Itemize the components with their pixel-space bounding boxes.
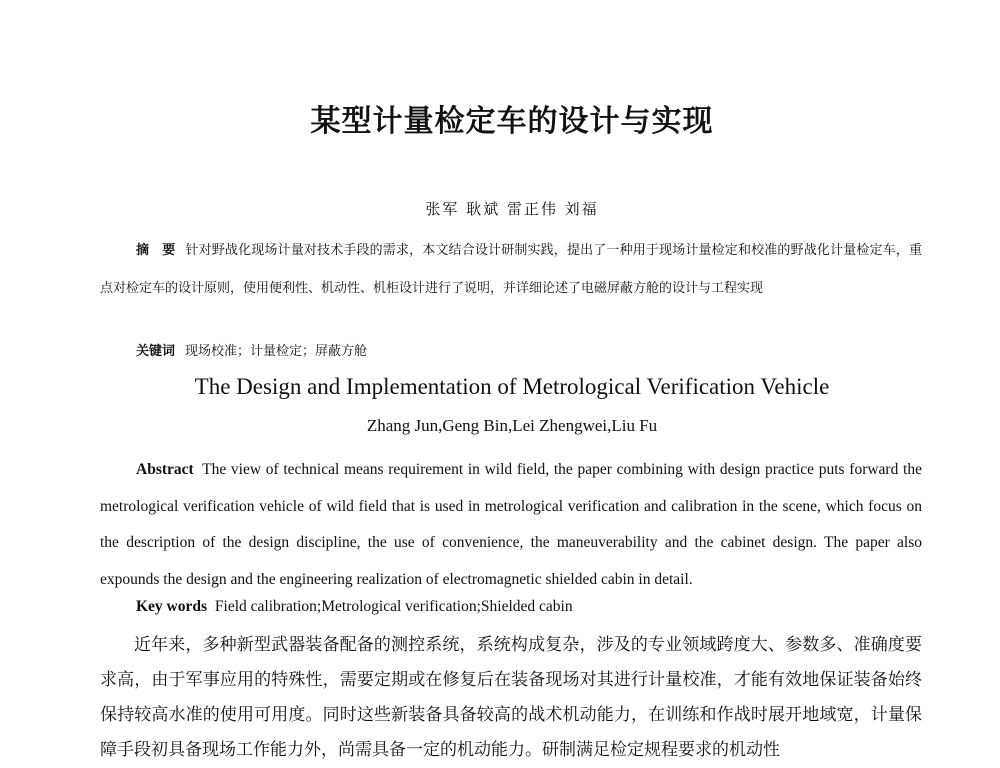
keywords-zh bbox=[136, 340, 367, 359]
author-list-en: Zhang Jun,Geng Bin,Lei Zhengwei,Liu Fu bbox=[366, 416, 658, 435]
abstract-en bbox=[100, 452, 922, 598]
keywords-text-en: Field calibration;Metrological verification;Shielded cabin bbox=[214, 598, 573, 615]
keywords-label-zh: 关键词 bbox=[136, 344, 176, 359]
abstract-text-en: The view of technical means requirement in wild field, the paper combining with design practice puts forward the metrological verification vehicle of wild field that is used in metrological verification and calibration in the scene, which focus on the description of the design discipline, the use of convenience, the maneuverability and the cabinet design. The paper also expounds the design and the engineering realization of electromagnetic shielded cabin in detail. bbox=[100, 461, 922, 588]
abstract-label-en: Abstract bbox=[136, 461, 194, 478]
abstract-label-zh: 摘 要 bbox=[136, 243, 176, 258]
paper-title-zh: 某型计量检定车的设计与实现 bbox=[310, 104, 714, 139]
keywords-label-en: Key words bbox=[136, 598, 208, 615]
author-list-zh: 张军 耿斌 雷正伟 刘福 bbox=[425, 200, 599, 218]
keywords-en bbox=[136, 598, 573, 616]
body-paragraph: 近年来，多种新型武器装备配备的测控系统，系统构成复杂，涉及的专业领域跨度大、参数多、准确度要求高，由于军事应用的特殊性，需要定期或在修复后在装备现场对其进行计量校准，才能有效地保证装备始终保持较高水准的使用可用度。同时这些新装备具备较高的战术机动能力，在训练和作战时展开地域宽，计量保障手段初具备现场工作能力外，尚需具备一定的机动能力。研制满足检定规程要求的机动性 bbox=[100, 635, 922, 760]
paper-title-en: The Design and Implementation of Metrological Verification Vehicle bbox=[194, 374, 830, 399]
abstract-text-zh: 针对野战化现场计量对技术手段的需求，本文结合设计研制实践，提出了一种用于现场计量检定和校准的野战化计量检定车，重点对检定车的设计原则，使用便利性、机动性、机柜设计进行了说明，并详细论述了电磁屏蔽方舱的设计与工程实现 bbox=[100, 243, 922, 296]
keywords-text-zh: 现场校准；计量检定；屏蔽方舱 bbox=[185, 344, 368, 359]
abstract-zh bbox=[100, 232, 922, 308]
